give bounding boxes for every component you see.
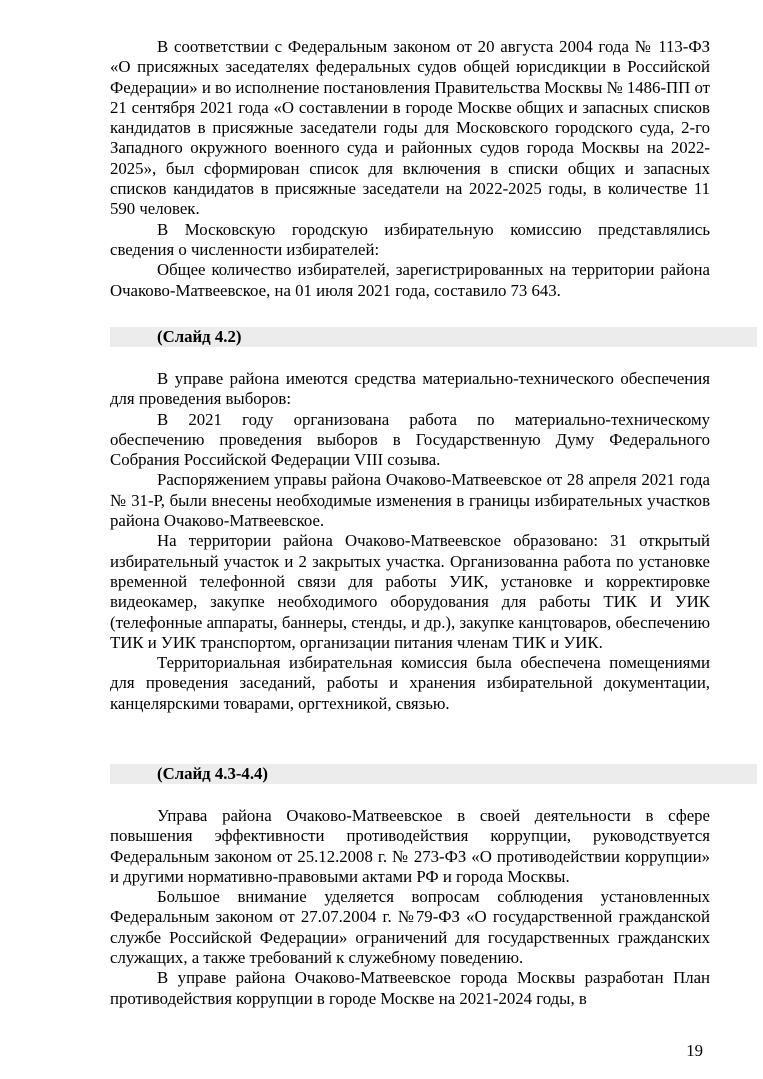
section-anti-corruption [110, 806, 710, 1009]
slide-heading-4-2: (Слайд 4.2) [110, 327, 757, 347]
paragraph-anti-corruption-law: Управа района Очаково-Матвеевское в своей деятельности в сфере повышения эффективности противодействия коррупции, руководствуется Федеральным законом от 25.12.2008 г. № 273-ФЗ «О противодействии коррупции» и другими нормативно-правовыми актами РФ и города Москвы. [110, 806, 710, 886]
document-page [110, 37, 710, 1008]
section-jurors-and-voters [110, 37, 710, 301]
paragraph-polling-stations: На территории района Очаково-Матвеевское образовано: 31 открытый избирательный участок и 2 закрытых участка. Организованна работа по установке временной телефонной связи для работы УИК, установке и корректировке видеокамер, закупке необходимого оборудования для работы ТИК И УИК (телефонные аппараты, баннеры, стенды, и др.), закупке канцтоваров, обеспечению ТИК и УИК транспортом, организации питания членам ТИК и УИК. [110, 531, 710, 652]
paragraph-voters-info: В Московскую городскую избирательную комиссию представлялись сведения о численности избирателей: [110, 219, 710, 259]
page-number: 19 [686, 1041, 703, 1060]
paragraph-voters-count: Общее количество избирателей, зарегистрированных на территории района Очаково-Матвеевское, на 01 июля 2021 года, составило 73 643. [110, 260, 710, 300]
paragraph-material-means: В управе района имеются средства материально-технического обеспечения для проведения выборов: [110, 369, 710, 409]
paragraph-anti-corruption-plan: В управе района Очаково-Матвеевское города Москвы разработан План противодействия коррупции в городе Москве на 2021-2024 годы, в [110, 968, 710, 1008]
paragraph-jurors-list: В соответствии с Федеральным законом от 20 августа 2004 года № 113-ФЗ «О присяжных заседателях федеральных судов общей юрисдикции в Российской Федерации» и во исполнение постановления Правительства Москвы № 1486-ПП от 21 сентября 2021 года «О составлении в городе Москве общих и запасных списков кандидатов в присяжные заседатели годы для Московского городского суда, 2-го Западного окружного военного суда и районных судов города Москвы на 2022-2025», был сформирован список для включения в списки общих и запасных списков кандидатов в присяжные заседатели на 2022-2025 годы, в количестве 11 590 человек. [110, 37, 710, 219]
section-election-support [110, 369, 710, 714]
paragraph-commission-premises: Территориальная избирательная комиссия была обеспечена помещениями для проведения заседаний, работы и хранения избирательной документации, канцелярскими товарами, оргтехникой, связью. [110, 653, 710, 713]
paragraph-duma-elections: В 2021 году организована работа по материально-техническому обеспечению проведения выборов в Государственную Думу Федерального Собрания Российской Федерации VIII созыва. [110, 409, 710, 470]
slide-heading-4-3-4-4: (Слайд 4.3-4.4) [110, 764, 757, 784]
paragraph-order-31r: Распоряжением управы района Очаково-Матвеевское от 28 апреля 2021 года № 31-Р, были внесены необходимые изменения в границы избирательных участков района Очаково-Матвеевское. [110, 470, 710, 531]
paragraph-civil-service-restrictions: Большое внимание уделяется вопросам соблюдения установленных Федеральным законом от 27.07.2004 г. №79-ФЗ «О государственной гражданской службе Российской Федерации» ограничений для государственных гражданских служащих, а также требований к служебному поведению. [110, 887, 710, 968]
